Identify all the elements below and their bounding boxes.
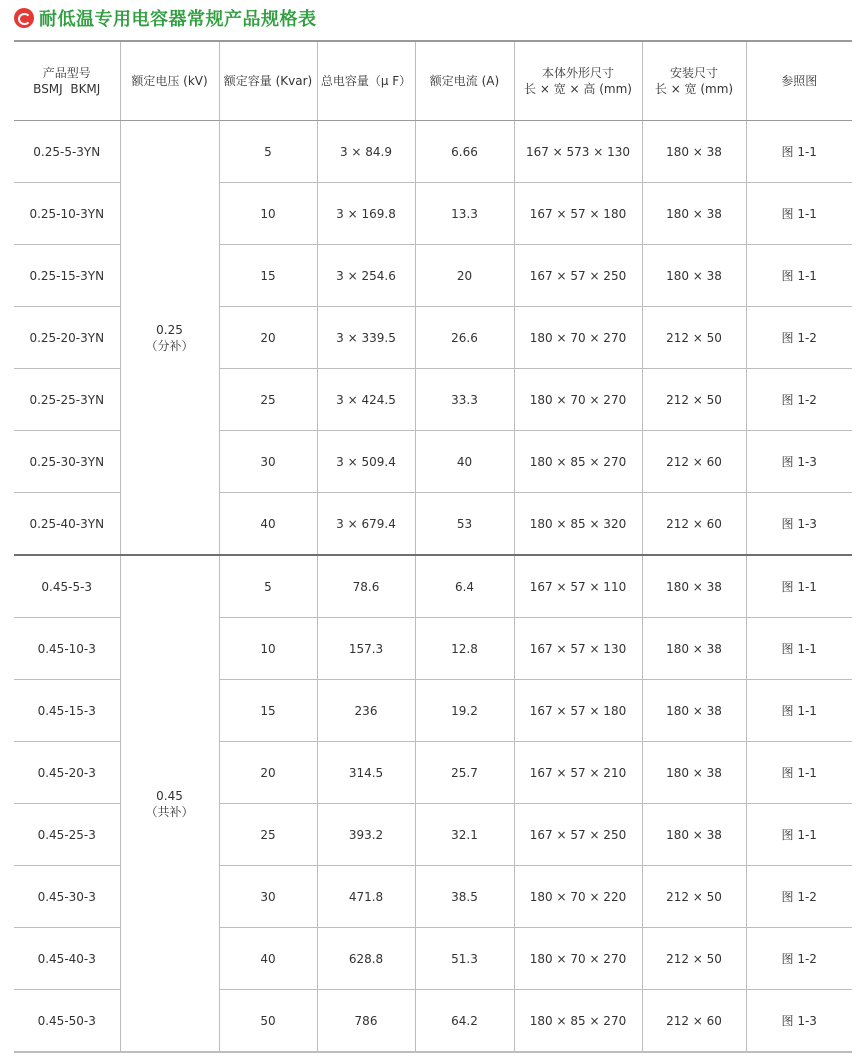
cell-capacity: 30 — [219, 866, 317, 928]
cell-body-size: 167 × 57 × 180 — [514, 183, 642, 245]
cell-reference: 图 1-2 — [746, 928, 852, 990]
cell-mount-size: 180 × 38 — [642, 742, 746, 804]
cell-reference: 图 1-1 — [746, 742, 852, 804]
title-bar — [14, 2, 317, 34]
cell-capacity: 40 — [219, 928, 317, 990]
cell-capacitance: 3 × 84.9 — [317, 121, 415, 183]
cell-body-size: 180 × 85 × 320 — [514, 493, 642, 556]
cell-model: 0.45-10-3 — [14, 618, 120, 680]
cell-mount-size: 212 × 50 — [642, 369, 746, 431]
cell-reference: 图 1-2 — [746, 369, 852, 431]
cell-body-size: 167 × 57 × 250 — [514, 804, 642, 866]
page-title: 耐低温专用电容器常规产品规格表 — [39, 9, 317, 30]
cell-capacity: 5 — [219, 555, 317, 618]
cell-capacity: 20 — [219, 307, 317, 369]
table-row — [14, 555, 852, 618]
cell-mount-size: 180 × 38 — [642, 555, 746, 618]
cell-mount-size: 212 × 60 — [642, 493, 746, 556]
cell-voltage: 0.45 （共补） — [120, 555, 219, 1052]
cell-current: 33.3 — [415, 369, 514, 431]
cell-current: 20 — [415, 245, 514, 307]
cell-body-size: 167 × 57 × 180 — [514, 680, 642, 742]
cell-reference: 图 1-1 — [746, 121, 852, 183]
cell-body-size: 180 × 70 × 220 — [514, 866, 642, 928]
header-mount-size: 安装尺寸 长 × 宽 (mm) — [642, 42, 746, 121]
header-reference: 参照图 — [746, 42, 852, 121]
cell-mount-size: 212 × 50 — [642, 928, 746, 990]
cell-mount-size: 180 × 38 — [642, 121, 746, 183]
cell-current: 40 — [415, 431, 514, 493]
header-voltage: 额定电压 (kV) — [120, 42, 219, 121]
cell-mount-size: 212 × 50 — [642, 307, 746, 369]
cell-capacitance: 3 × 254.6 — [317, 245, 415, 307]
cell-body-size: 180 × 70 × 270 — [514, 369, 642, 431]
cell-capacitance: 3 × 339.5 — [317, 307, 415, 369]
cell-reference: 图 1-1 — [746, 555, 852, 618]
cell-capacitance: 3 × 169.8 — [317, 183, 415, 245]
cell-current: 13.3 — [415, 183, 514, 245]
cell-mount-size: 212 × 60 — [642, 990, 746, 1052]
cell-model: 0.25-15-3YN — [14, 245, 120, 307]
cell-reference: 图 1-1 — [746, 680, 852, 742]
cell-current: 32.1 — [415, 804, 514, 866]
spec-table — [14, 42, 852, 1052]
cell-mount-size: 212 × 60 — [642, 431, 746, 493]
cell-mount-size: 180 × 38 — [642, 183, 746, 245]
cell-mount-size: 180 × 38 — [642, 804, 746, 866]
cell-model: 0.25-40-3YN — [14, 493, 120, 556]
header-capacity: 额定容量 (Kvar) — [219, 42, 317, 121]
cell-capacity: 10 — [219, 618, 317, 680]
cell-current: 6.66 — [415, 121, 514, 183]
cell-model: 0.45-20-3 — [14, 742, 120, 804]
cell-reference: 图 1-3 — [746, 431, 852, 493]
cell-body-size: 167 × 57 × 110 — [514, 555, 642, 618]
cell-reference: 图 1-1 — [746, 183, 852, 245]
cell-body-size: 167 × 57 × 250 — [514, 245, 642, 307]
cell-reference: 图 1-3 — [746, 990, 852, 1052]
cell-reference: 图 1-1 — [746, 804, 852, 866]
cell-current: 64.2 — [415, 990, 514, 1052]
cell-current: 12.8 — [415, 618, 514, 680]
cell-capacitance: 786 — [317, 990, 415, 1052]
cell-capacitance: 3 × 509.4 — [317, 431, 415, 493]
cell-model: 0.25-30-3YN — [14, 431, 120, 493]
cell-capacity: 15 — [219, 245, 317, 307]
cell-model: 0.45-40-3 — [14, 928, 120, 990]
cell-mount-size: 212 × 50 — [642, 866, 746, 928]
cell-body-size: 167 × 573 × 130 — [514, 121, 642, 183]
cell-reference: 图 1-1 — [746, 618, 852, 680]
cell-capacitance: 157.3 — [317, 618, 415, 680]
cell-current: 53 — [415, 493, 514, 556]
cell-model: 0.25-10-3YN — [14, 183, 120, 245]
cell-capacitance: 628.8 — [317, 928, 415, 990]
cell-reference: 图 1-3 — [746, 493, 852, 556]
cell-model: 0.45-50-3 — [14, 990, 120, 1052]
table-row — [14, 121, 852, 183]
cell-body-size: 167 × 57 × 210 — [514, 742, 642, 804]
cell-capacity: 15 — [219, 680, 317, 742]
voltage-group-045 — [14, 555, 852, 1052]
cell-capacitance: 3 × 424.5 — [317, 369, 415, 431]
cell-capacity: 30 — [219, 431, 317, 493]
cell-capacity: 5 — [219, 121, 317, 183]
cell-model: 0.45-15-3 — [14, 680, 120, 742]
bottom-divider — [14, 1052, 852, 1053]
cell-body-size: 167 × 57 × 130 — [514, 618, 642, 680]
cell-current: 19.2 — [415, 680, 514, 742]
cell-model: 0.25-5-3YN — [14, 121, 120, 183]
cell-reference: 图 1-2 — [746, 866, 852, 928]
cell-model: 0.45-30-3 — [14, 866, 120, 928]
cell-voltage: 0.25 （分补） — [120, 121, 219, 556]
cell-capacitance: 314.5 — [317, 742, 415, 804]
header-current: 额定电流 (A) — [415, 42, 514, 121]
cell-reference: 图 1-1 — [746, 245, 852, 307]
cell-capacity: 40 — [219, 493, 317, 556]
cell-capacitance: 471.8 — [317, 866, 415, 928]
voltage-group-025 — [14, 121, 852, 556]
cell-mount-size: 180 × 38 — [642, 618, 746, 680]
cell-current: 38.5 — [415, 866, 514, 928]
cell-capacitance: 3 × 679.4 — [317, 493, 415, 556]
cell-body-size: 180 × 85 × 270 — [514, 990, 642, 1052]
cell-model: 0.45-25-3 — [14, 804, 120, 866]
cell-capacitance: 78.6 — [317, 555, 415, 618]
cell-model: 0.45-5-3 — [14, 555, 120, 618]
cell-capacity: 50 — [219, 990, 317, 1052]
cell-body-size: 180 × 70 × 270 — [514, 307, 642, 369]
cell-capacity: 10 — [219, 183, 317, 245]
cell-reference: 图 1-2 — [746, 307, 852, 369]
cell-body-size: 180 × 85 × 270 — [514, 431, 642, 493]
cell-current: 26.6 — [415, 307, 514, 369]
cell-current: 6.4 — [415, 555, 514, 618]
cell-body-size: 180 × 70 × 270 — [514, 928, 642, 990]
cell-mount-size: 180 × 38 — [642, 680, 746, 742]
cell-current: 51.3 — [415, 928, 514, 990]
cell-model: 0.25-20-3YN — [14, 307, 120, 369]
header-model: 产品型号 BSMJ BKMJ — [14, 42, 120, 121]
cell-capacitance: 393.2 — [317, 804, 415, 866]
cell-current: 25.7 — [415, 742, 514, 804]
header-body-size: 本体外形尺寸 长 × 宽 × 高 (mm) — [514, 42, 642, 121]
table-header-row — [14, 42, 852, 121]
cell-capacity: 25 — [219, 804, 317, 866]
cell-capacitance: 236 — [317, 680, 415, 742]
header-total-capacitance: 总电容量（μ F） — [317, 42, 415, 121]
cell-model: 0.25-25-3YN — [14, 369, 120, 431]
c-logo-icon — [14, 8, 34, 28]
cell-mount-size: 180 × 38 — [642, 245, 746, 307]
cell-capacity: 20 — [219, 742, 317, 804]
cell-capacity: 25 — [219, 369, 317, 431]
